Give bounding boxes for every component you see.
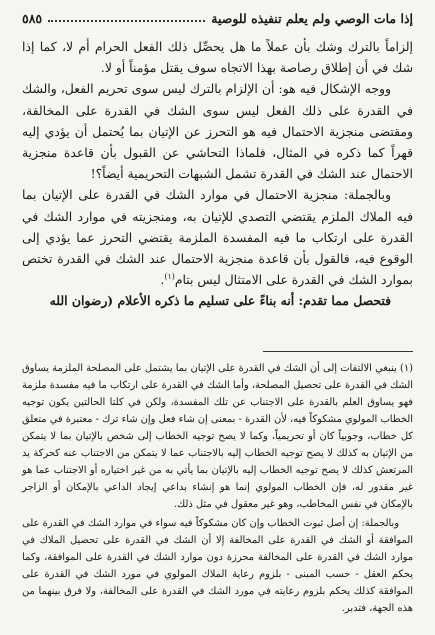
footnote-1-continuation: وبالجملة: إن أصل ثبوت الخطاب وإن كان مشكوكاً فيه سواء في موارد الشك في القدرة على الموافقة أو الشك في القدرة على المخالفة إلا أن الشك في القدرة على تحصيل الملاك في موارد الشك في القدرة على المخالفة محرزة دون موارد الشك في القدرة على الموافقة، وكما يحكم العقل - حسب المبنى - بلزوم رعاية الملاك المولوي في مورد الشك في القدرة على الموافقة كذلك يحكم بلزوم رعايته في مورد الشك في القدرة على المخالفة، ولا فرق بينهما من هذه الجهة، فتدبر.	[22, 518, 413, 614]
footnote-separator	[263, 351, 413, 352]
paragraph-3-text: وبالجملة: منجزية الاحتمال في موارد الشك في القدرة على الإتيان بما فيه الملاك الملزم يقتضي التصدي للإتيان به، ومنجزيته في موارد الشك في القدرة على ارتكاب ما فيه المفسدة الملزمة يقتضي التحرز عما يؤدي إلى الوقوع فيه، فالقول بأن قاعدة منجزية الاحتمال عند الشك في القدرة تختص بموارد الشك في القدرة على الامتثال ليس بتام	[22, 187, 413, 288]
paragraph-3: وبالجملة: منجزية الاحتمال في موارد الشك في القدرة على الإتيان بما فيه الملاك الملزم يقتضي التصدي للإتيان به، ومنجزيته في موارد الشك في القدرة على ارتكاب ما فيه المفسدة الملزمة يقتضي التحرز عما يؤدي إلى الوقوع فيه، فالقول بأن قاعدة منجزية الاحتمال عند الشك في القدرة تختص بموارد الشك في القدرة على الامتثال ليس بتام$^{(١)}$.	[22, 187, 413, 288]
paragraph-4: فتحصل مما تقدم: أنه بناءً على تسليم ما ذكره الأعلام (رضوان الله	[49, 293, 391, 309]
header-leader-dots	[48, 20, 205, 22]
paragraph-2: ووجه الإشكال فيه هو: أن الإلزام بالترك ليس سوى تحريم الفعل، والشك في القدرة على ذلك الفعل ليس سوى الشك في القدرة على المخالفة، ومقتضى منجزية الاحتمال فيه هو التحرز عن الإتيان بما يُحتمل أن يؤدي إليه قهراً كما ذكره في المثال، فلماذا التحاشي عن القبول بأن قاعدة منجزية الاحتمال عند الشك في القدرة تشمل الشبهات التحريمية أيضاً؟!	[22, 81, 413, 182]
running-header	[22, 8, 413, 28]
footnote-1: (١) ينبغي الالتفات إلى أن الشك في القدرة على الإتيان بما يشتمل على المصلحة الملزمة يساوق الشك في القدرة على تحصيل المصلحة، وأما الشك في القدرة على ارتكاب ما فيه مفسدة ملزمة فهو يساوق العلم بالقدرة على الاجتناب عن تلك المفسدة، ولكن في كلتا الحالتين يكون توجيه الخطاب المولوي مشكوكاً فيه، لأن القدرة - بمعنى إن شاء فعل وإن شاء ترك - معتبرة في متعلق كل خطاب، وجوبياً كان أو تحريمياً، وكما لا يصح توجيه الخطاب إلى شخص بالإتيان بما لا يتمكن من الإتيان به كذلك لا يصح توجيه الخطاب إليه بالاجتناب عما لا يتمكن من الاجتناب عنه كحركة يد المرتعش كذلك لا يصح توجيه الخطاب إليه بالإتيان بما يأتي به من غير اختياره أو الاجتناب عما هو غير مقدور له، فإن الخطاب المولوي إنما هو إنشاء بداعي إيجاد الداعي بالإمكان أو الزاجر بالإمكان في نفس المخاطب، وهو غير معقول في مثل ذلك.	[22, 363, 413, 510]
paragraph-1: إلزاماً بالترك وشك بأن عملاً ما هل يحصِّل ذلك الفعل الحرام أم لا، كما إذا شك في أن إطلاق رصاصة بهذا الاتجاه سوف يقتل مؤمناً أو لا.	[22, 39, 413, 76]
footnotes	[22, 360, 413, 617]
running-title: إذا مات الوصي ولم يعلم تنفيذه للوصية	[211, 10, 413, 26]
page-number: ٥٨٥	[22, 10, 43, 26]
footnote-reference[interactable]: (١)	[164, 272, 175, 282]
main-text	[22, 36, 413, 312]
